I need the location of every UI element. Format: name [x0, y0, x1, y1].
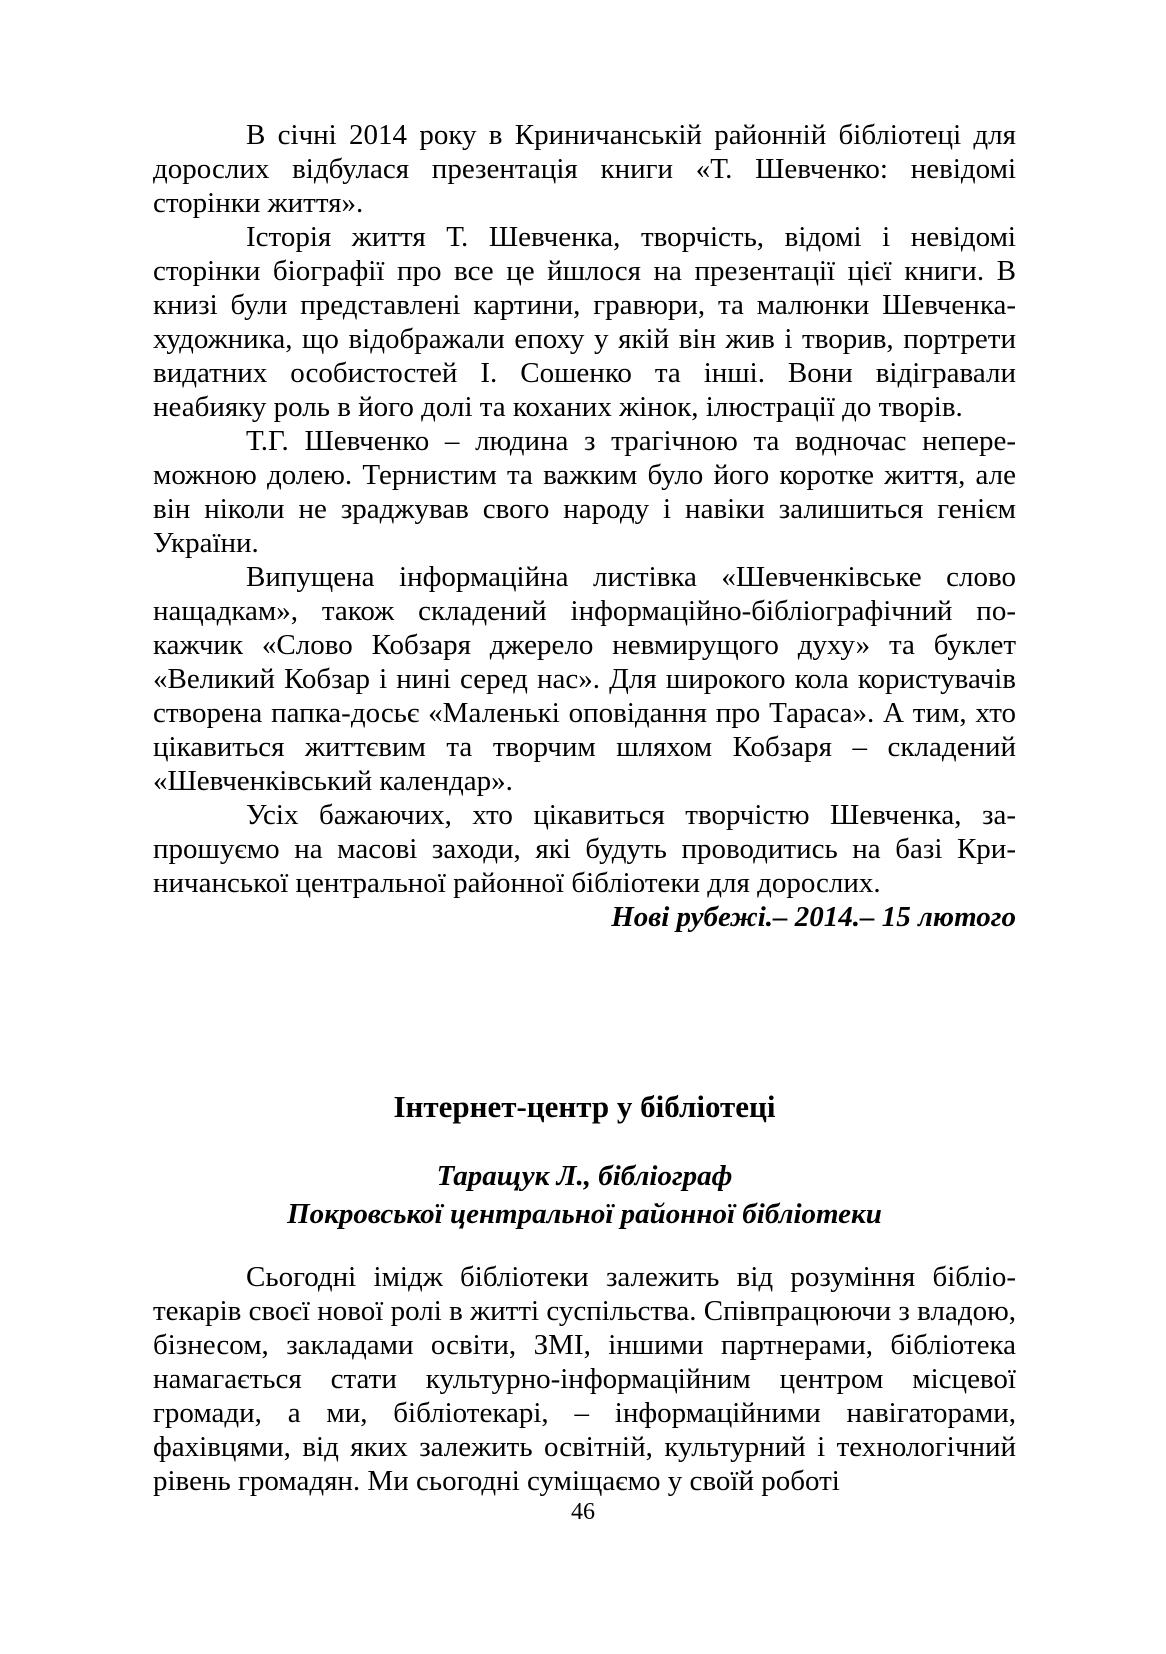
author-affiliation: Покровської центральної районної бібліотеки — [287, 1198, 882, 1230]
paragraph: Т.Г. Шевченко – людина з трагічною та водночас непереможною долею. Тернистим та важким було його коротке життя, але він ніколи не зраджував свого народу і навіки залишиться генієм України. — [153, 425, 1016, 559]
article-internet-center-body — [153, 1260, 1016, 1498]
paragraph: Сьогодні імідж бібліотеки залежить від розуміння бібліотекарів своєї нової ролі в житті суспільства. Співпрацюючи з владою, бізнесом, закладами освіти, ЗМІ, іншими партнерами, бібліотека намагається стати культурно-інформаційним центром місцевої громади, а ми, бібліотекарі, – інформаційними навігаторами, фахівцями, від яких залежить освітній, культурний і технологічний рівень громадян. Ми сьогодні суміщаємо у своїй роботі — [153, 1261, 1016, 1497]
page-number: 46 — [571, 1499, 595, 1525]
author-byline — [153, 1157, 1016, 1233]
article-shevchenko-body — [153, 118, 1016, 934]
paragraph: В січні 2014 року в Криничанській районній бібліотеці для дорослих відбулася презентація книги «Т. Шевченко: невідомі сторінки життя». — [153, 119, 1016, 219]
source-citation: Нові рубежі.– 2014.– 15 лютого — [611, 901, 1016, 933]
paragraph: Історія життя Т. Шевченка, творчість, відомі і невідомі сторінки біографії про все це йшлося на презентації цієї книги. В книзі були представлені картини, гравюри, та малюнки Шевченка-художника, що відображали епоху у якій він жив і творив, портрети видатних особистостей І. Сошенко та інші. Вони відігравали неабияку роль в його долі та коханих жінок, ілюстрації до творів. — [153, 221, 1016, 423]
author-name: Таращук Л., бібліограф — [436, 1160, 733, 1192]
section-title: Інтернет-центр у бібліотеці — [393, 1089, 776, 1124]
paragraph: Усіх бажаючих, хто цікавиться творчістю Шевченка, запрошуємо на масові заходи, які будуть проводитись на базі Криничанської центральної районної бібліотеки для дорослих. — [153, 799, 1016, 899]
paragraph: Випущена інформаційна листівка «Шевченківське слово нащадкам», також складений інформаційно-бібліографічний покажчик «Слово Кобзаря джерело невмирущого духу» та буклет «Великий Кобзар і нині серед нас». Для широкого кола користувачів створена папка-досьє «Маленькі оповідання про Тараса». А тим, хто цікавиться життєвим та творчим шляхом Кобзаря – складений «Шевченківський календар». — [153, 561, 1016, 797]
